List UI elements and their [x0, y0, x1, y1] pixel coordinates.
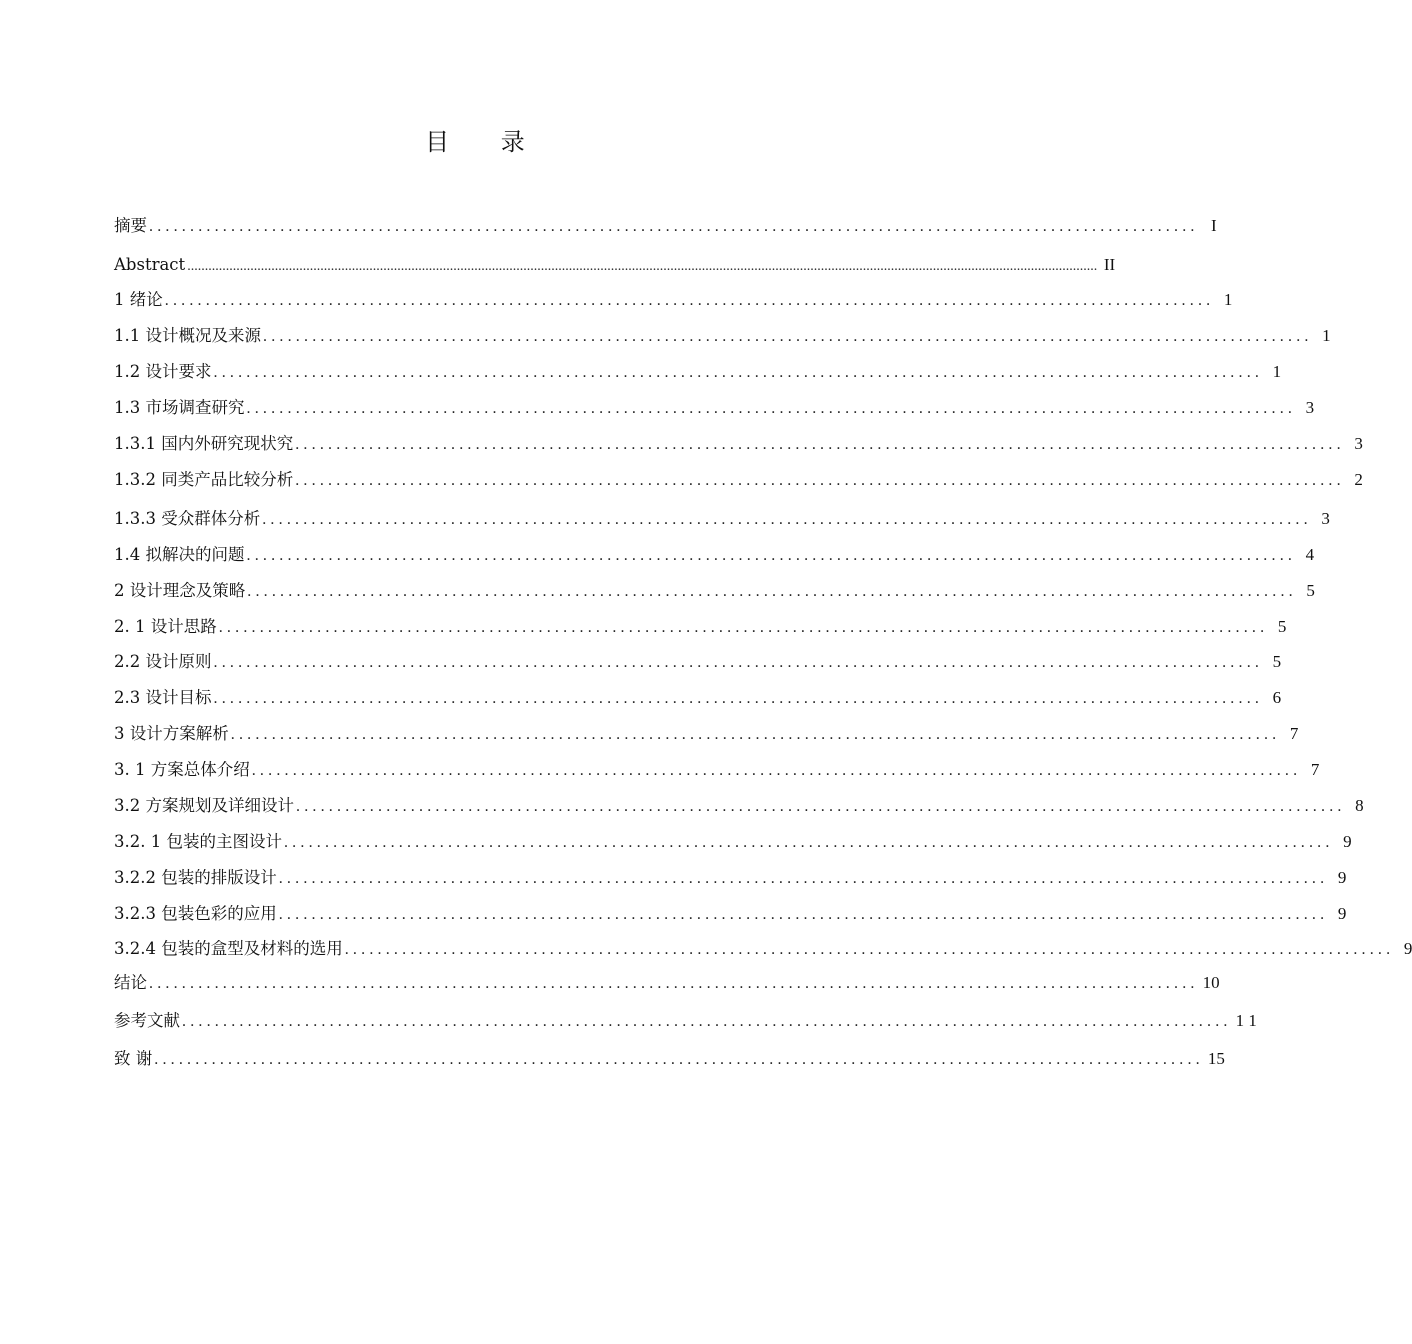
toc-entry[interactable]: [114, 758, 1320, 782]
toc-entry[interactable]: [114, 1047, 1225, 1071]
toc-entry-label: 1.4 拟解决的问题: [114, 545, 245, 564]
toc-entry[interactable]: [114, 902, 1347, 926]
toc-entry-page: II: [1103, 255, 1116, 274]
toc-entry-label: 3.2.4 包装的盒型及材料的选用: [114, 939, 343, 958]
toc-entry[interactable]: [114, 794, 1364, 818]
toc-entry-label: 1.2 设计要求: [114, 362, 212, 381]
toc-entry-page: 2: [1354, 470, 1363, 489]
toc-entry-label: 1.3.2 同类产品比较分析: [114, 470, 294, 489]
toc-entry-page: 4: [1305, 545, 1315, 564]
toc-entry-label: 3.2. 1 包装的主图设计: [114, 832, 282, 851]
toc-leader-dots: ................................................................................................................................: [251, 762, 1302, 779]
toc-leader-dots: ................................................................................................................................: [344, 941, 1395, 958]
toc-leader-dots: ................................................................................................................................: [213, 364, 1264, 381]
toc-entry[interactable]: [114, 830, 1352, 854]
toc-entry[interactable]: [114, 507, 1330, 531]
toc-leader-dots: ................................................................................................................................: [246, 547, 1297, 564]
toc-entry[interactable]: [114, 396, 1315, 420]
toc-leader-dots: ................................................................................................................................: [247, 583, 1297, 600]
toc-entry-page: 3: [1321, 509, 1330, 528]
toc-leader-dots: ................................................................................................................................: [164, 292, 1215, 309]
toc-leader-dots: ................................................................................................................................: [283, 834, 1334, 851]
toc-entry-page: 3: [1354, 434, 1363, 453]
toc-entry-page: 6: [1272, 688, 1282, 707]
toc-leader-dots: ................................................................................................................................: [230, 726, 1281, 743]
toc-leader-dots: ................................................................................................................................: [182, 1013, 1232, 1030]
toc-entry-page: 5: [1306, 581, 1315, 600]
toc-entry-label: 2. 1 设计思路: [114, 617, 217, 636]
toc-leader-dots: ................................................................................................................................: [213, 654, 1264, 671]
toc-entry[interactable]: [114, 1009, 1257, 1033]
toc-leader-dots: ................................................................................................................................: [296, 798, 1346, 815]
toc-leader-dots: ................................................................................................................................: [154, 1051, 1204, 1068]
toc-leader-dots: ................................................................................................................................: [246, 400, 1297, 417]
toc-entry-page: 8: [1355, 796, 1364, 815]
toc-entry[interactable]: [114, 468, 1363, 492]
toc-entry-label: 结论: [114, 973, 147, 992]
toc-entry-page: 3: [1305, 398, 1315, 417]
toc-leader-dots: ................................................................................................................................: [295, 436, 1345, 453]
toc-entry[interactable]: [114, 253, 1116, 277]
toc-entry-page: 7: [1289, 724, 1299, 743]
toc-entry[interactable]: [114, 324, 1331, 348]
toc-entry-page: 9: [1337, 904, 1347, 923]
toc-entry[interactable]: [114, 543, 1315, 567]
toc-entry-label: 3 设计方案解析: [114, 724, 229, 743]
toc-entry-label: 1.1 设计概况及来源: [114, 326, 261, 345]
toc-entry-page: I: [1210, 216, 1217, 235]
toc-leader-dots: ................................................................................................................................: [278, 906, 1329, 923]
toc-entry-label: Abstract: [114, 255, 186, 274]
toc-entry-page: 5: [1277, 617, 1287, 636]
toc-entry-label: 致 谢: [114, 1049, 153, 1068]
toc-leader-dots: ................................................................................................................................: [295, 472, 1345, 489]
toc-entry-label: 2 设计理念及策略: [114, 581, 246, 600]
toc-entry-page: 10: [1202, 973, 1220, 992]
toc-leader-dots: ................................................................................................................................: [218, 619, 1269, 636]
toc-entry-label: 1.3.1 国内外研究现状究: [114, 434, 294, 453]
toc-entry[interactable]: [114, 686, 1282, 710]
toc-entry-label: 1.3.3 受众群体分析: [114, 509, 261, 528]
toc-entry[interactable]: [114, 288, 1233, 312]
toc-entry-label: 3.2.2 包装的排版设计: [114, 868, 277, 887]
toc-entry-page: 1 1: [1235, 1011, 1257, 1030]
toc-entry-label: 2.3 设计目标: [114, 688, 212, 707]
toc-entry-page: 9: [1343, 832, 1352, 851]
toc-entry-label: 3. 1 方案总体介绍: [114, 760, 250, 779]
toc-leader-dots: ................................................................................................................................: [149, 975, 1199, 992]
toc-entry-page: 9: [1337, 868, 1347, 887]
toc-entry-page: 1: [1272, 362, 1282, 381]
toc-entry-page: 5: [1272, 652, 1282, 671]
toc-leader-dots: ................................................................................................................................: [149, 218, 1199, 235]
toc-entry-label: 摘要: [114, 216, 147, 235]
toc-entry-page: 15: [1207, 1049, 1225, 1068]
toc-entry[interactable]: [114, 866, 1347, 890]
toc-leader-dots: ................................................................................................................................: [263, 328, 1313, 345]
toc-leader-dots: ................................................................................................................................: [213, 690, 1264, 707]
toc-entry[interactable]: [114, 615, 1287, 639]
toc-entry-label: 1.3 市场调查研究: [114, 398, 245, 417]
toc-entry[interactable]: [114, 937, 1412, 961]
toc-entry-label: 参考文献: [114, 1011, 180, 1030]
toc-entry-label: 1 绪论: [114, 290, 163, 309]
toc-entry-page: 7: [1310, 760, 1320, 779]
toc-entry[interactable]: [114, 432, 1363, 456]
toc-entry-label: 3.2 方案规划及详细设计: [114, 796, 294, 815]
toc-leader-dots: ................................................................................................................................: [278, 870, 1329, 887]
toc-entry-page: 1: [1322, 326, 1331, 345]
toc-entry[interactable]: [114, 971, 1220, 995]
toc-title: 目 录: [425, 128, 547, 156]
toc-entry[interactable]: [114, 360, 1282, 384]
toc-entry-page: 1: [1223, 290, 1233, 309]
toc-entry[interactable]: [114, 650, 1282, 674]
toc-leader-dots: ................................................................................................................................: [262, 511, 1312, 528]
toc-entry-label: 2.2 设计原则: [114, 652, 212, 671]
toc-entry[interactable]: [114, 722, 1299, 746]
toc-entry-page: 9: [1403, 939, 1412, 958]
toc-entry-label: 3.2.3 包装色彩的应用: [114, 904, 277, 923]
toc-entry[interactable]: [114, 214, 1217, 238]
toc-entry[interactable]: [114, 579, 1315, 603]
toc-leader-dots: ....................................................................................................................................................................................................................................................................: [187, 259, 1098, 274]
